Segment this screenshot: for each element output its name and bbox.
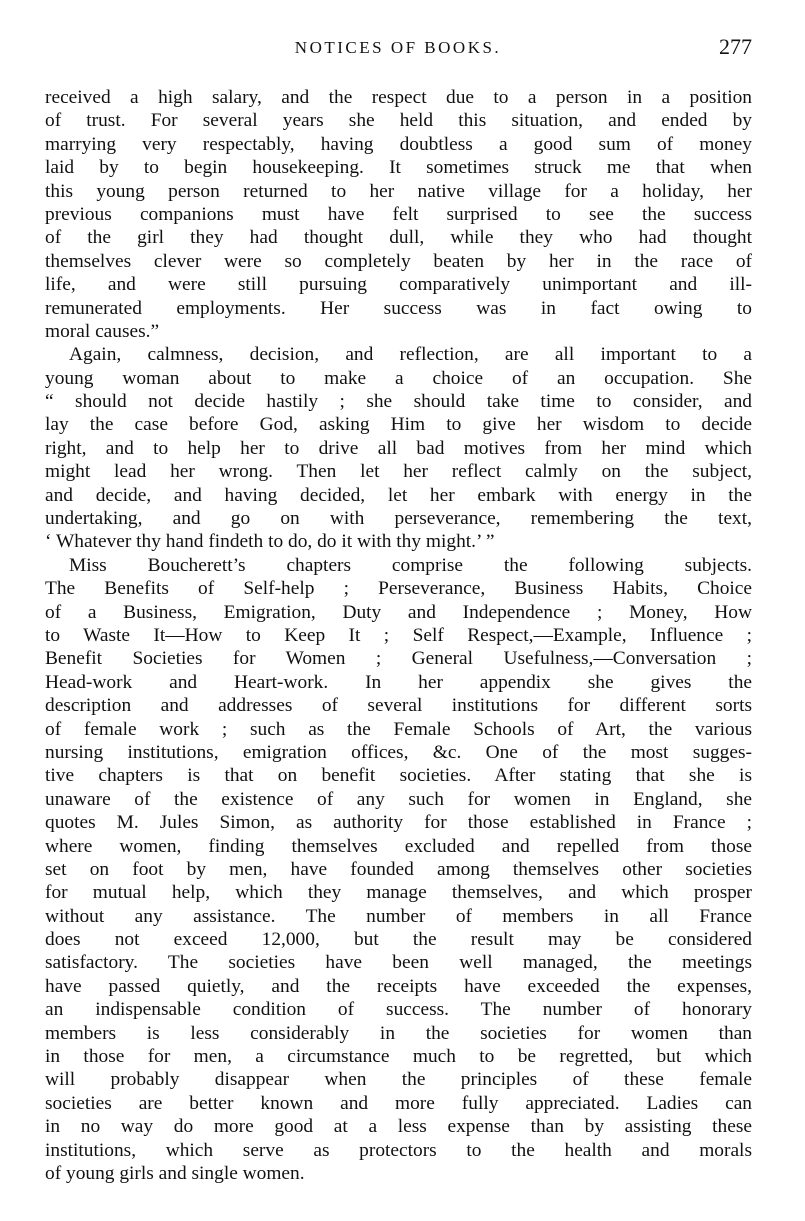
text-line: moral causes.” (45, 320, 160, 342)
text-line: to Waste It—How to Keep It ; Self Respect,—Example, Influence ; (45, 624, 752, 646)
text-line: of female work ; such as the Female Schools of Art, the various (45, 718, 752, 740)
text-line: satisfactory. The societies have been well managed, the meetings (45, 952, 752, 974)
text-line: without any assistance. The number of members in all France (45, 905, 752, 927)
text-line: “ should not decide hastily ; she should take time to consider, and (45, 391, 752, 413)
body-text (45, 86, 752, 1185)
text-line: in those for men, a circumstance much to be regretted, but which (45, 1046, 752, 1068)
text-line: young woman about to make a choice of an occupation. She (45, 367, 752, 389)
text-line: ‘ Whatever thy hand findeth to do, do it with thy might.’ ” (45, 531, 495, 553)
text-line: right, and to help her to drive all bad motives from her mind which (45, 437, 752, 459)
text-line: received a high salary, and the respect due to a person in a position (45, 87, 752, 108)
text-line: previous companions must have felt surprised to see the success (45, 203, 752, 225)
text-line: members is less considerably in the societies for women than (45, 1022, 752, 1044)
text-line: tive chapters is that on benefit societies. After stating that she is (45, 765, 752, 787)
text-line: of young girls and single women. (45, 1162, 305, 1184)
text-line: Again, calmness, decision, and reflection, are all important to a (69, 344, 752, 366)
text-line: have passed quietly, and the receipts have exceeded the expenses, (45, 975, 752, 997)
text-line: Miss Boucherett’s chapters comprise the following subjects. (69, 554, 752, 576)
text-line: might lead her wrong. Then let her reflect calmly on the subject, (45, 461, 752, 483)
text-line: of trust. For several years she held this situation, and ended by (45, 110, 752, 132)
text-line: for mutual help, which they manage themselves, and which prosper (45, 882, 752, 904)
text-line: laid by to begin housekeeping. It sometimes struck me that when (45, 157, 752, 179)
text-line: Head-work and Heart-work. In her appendix she gives the (45, 671, 752, 693)
text-line: institutions, which serve as protectors to the health and morals (45, 1139, 752, 1161)
text-line: themselves clever were so completely beaten by her in the race of (45, 250, 752, 272)
text-line: of a Business, Emigration, Duty and Independence ; Money, How (45, 601, 752, 623)
text-line: set on foot by men, have founded among themselves other societies (45, 858, 752, 880)
text-line: this young person returned to her native village for a holiday, her (45, 180, 752, 202)
text-line: undertaking, and go on with perseverance, remembering the text, (45, 508, 752, 530)
text-line: lay the case before God, asking Him to give her wisdom to decide (45, 414, 752, 436)
text-line: remunerated employments. Her success was in fact owing to (45, 297, 752, 319)
text-line: nursing institutions, emigration offices, &c. One of the most sugges- (45, 741, 752, 763)
text-line: unaware of the existence of any such for women in England, she (45, 788, 752, 810)
text-line: marrying very respectably, having doubtless a good sum of money (45, 133, 752, 155)
text-line: will probably disappear when the principles of these female (45, 1069, 752, 1091)
text-line: Benefit Societies for Women ; General Usefulness,—Conversation ; (45, 648, 752, 670)
text-line: does not exceed 12,000, but the result may be considered (45, 929, 752, 951)
running-title: NOTICES OF BOOKS. (294, 38, 502, 57)
running-head (44, 34, 752, 64)
text-line: in no way do more good at a less expense than by assisting these (45, 1116, 752, 1138)
text-line: The Benefits of Self-help ; Perseverance, Business Habits, Choice (45, 578, 752, 600)
text-line: life, and were still pursuing comparatively unimportant and ill- (45, 274, 752, 296)
text-line: quotes M. Jules Simon, as authority for those established in France ; (45, 812, 752, 834)
text-line: where women, finding themselves excluded and repelled from those (45, 835, 752, 857)
text-line: an indispensable condition of success. The number of honorary (45, 999, 752, 1021)
text-line: description and addresses of several institutions for different sorts (45, 695, 752, 717)
page-number: 277 (719, 34, 752, 59)
text-line: societies are better known and more fully appreciated. Ladies can (45, 1092, 752, 1114)
text-line: of the girl they had thought dull, while they who had thought (45, 227, 752, 249)
text-line: and decide, and having decided, let her embark with energy in the (45, 484, 752, 506)
